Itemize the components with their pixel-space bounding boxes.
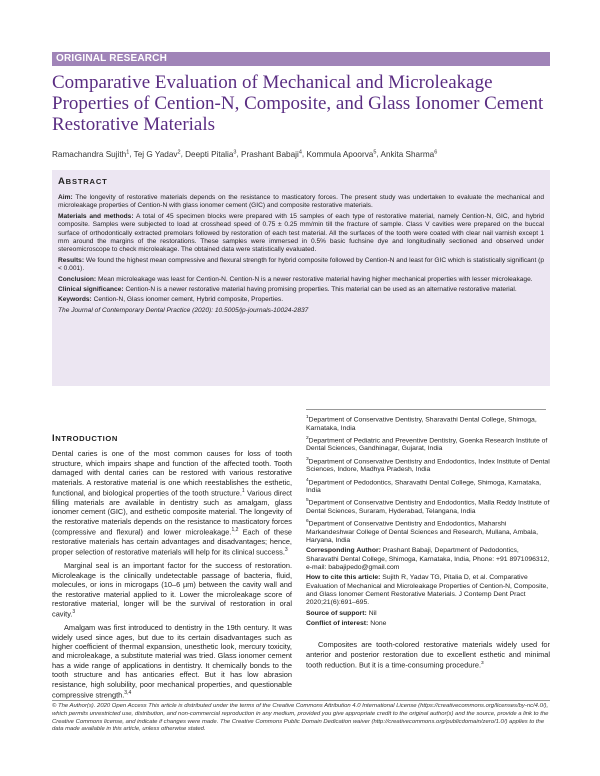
introduction-heading: INTRODUCTION <box>52 433 118 444</box>
author[interactable]: Prashant Babaji$^4$ <box>241 149 302 159</box>
abstract-heading: ABSTRACT <box>58 176 108 187</box>
license-footer: © The Author(s). 2020 Open Access This article is distributed under the terms of the Creative Commons Attribution 4.0 International License (https://creativecommons.org/licenses/by-nc/4.0/), which permits unrestricted use, distribution, and non-commercial reproduction in any medium, provided you give appropriate credit to the original author(s) and the source, provide a link to the Creative Commons license, and indicate if changes were made. The Creative Commons Public Domain Dedication waiver (http://creativecommons.org/publicdomain/zero/1.0/) applies to the data made available in this article, unless otherwise stated. <box>52 703 549 733</box>
author[interactable]: Ankita Sharma$^6$ <box>380 149 438 159</box>
introduction-column <box>52 434 292 704</box>
section-banner <box>52 52 550 66</box>
section-label: ORIGINAL RESEARCH <box>56 53 168 64</box>
affiliations-divider <box>306 409 546 410</box>
abstract-aim: Aim: The longevity of restorative materials depends on the resistance to masticatory forces. The present study was undertaken to evaluate the mechanical and microleakage properties of Cention-N with glass ionomer cement (GIC) and composite restorative materials. <box>58 194 544 210</box>
author[interactable]: Deepti Pitalia$^3$ <box>185 149 237 159</box>
corresponding-author[interactable]: Corresponding Author: Prashant Babaji, Department of Pedodontics, Sharavathi Dental College, Shimoga, Karnataka, India, Phone: +91 8971096312, e-mail: babajipedo@gmail.com <box>306 547 550 572</box>
abstract-body <box>58 194 544 317</box>
how-to-cite: How to cite this article: Sujith R, Yadav TG, Pitalia D, et al. Comparative Evaluation of Mechanical and Microleakage Properties of Cention-N, Composite, and Glass Ionomer Cement Restorative Materials. J Contemp Dent Pract 2020;21(6):691–695. <box>306 574 549 607</box>
author[interactable]: Kommula Apoorva$^5$ <box>306 149 377 159</box>
abstract-keywords: Keywords: Cention-N, Glass ionomer cement, Hybrid composite, Properties. <box>58 296 284 304</box>
affiliation: $^6$Department of Conservative Dentistry and Endodontics, Maharshi Markandeshwar College of Dental Sciences and Research, Mullana, Ambala, Haryana, India <box>306 519 538 545</box>
intro-paragraph: Marginal seal is an important factor for the success of restoration. Microleakage is the clinically undetectable passage of bacteria, fluid, molecules, or ions in microgaps (10–6 µm) between the cavity wall and the restorative material applied to it. Lower the microleakage score of restorative material, longer will be the survival of restoration in oral cavity.$^3$ <box>52 561 292 619</box>
author[interactable]: Ramachandra Sujith$^1$ <box>52 149 130 159</box>
abstract-conclusion: Conclusion: Mean microleakage was least for Cention-N. Cention-N is a newer restorative material having higher mechanical properties with lesser microleakage. <box>58 275 533 283</box>
article-title: Comparative Evaluation of Mechanical and Microleakage Properties of Cention-N, Composite, and Glass Ionomer Cement Restorative Materials <box>52 72 544 135</box>
affiliation: $^2$Department of Pediatric and Preventive Dentistry, Goenka Research Institute of Dental Sciences, Gandhinagar, Gujarat, India <box>306 435 548 453</box>
body-paragraph: Composites are tooth-colored restorative materials widely used for anterior and posterior restoration due to excellent esthetic and minimal tooth reduction. But it is a time-consuming procedure.$^3$ <box>306 640 550 670</box>
affiliation: $^3$Department of Conservative Dentistry and Endodontics, Index Institute of Dental Sciences, Indore, Madhya Pradesh, India <box>306 456 550 474</box>
affiliation: $^1$Department of Conservative Dentistry, Sharavathi Dental College, Shimoga, Karnataka, India <box>306 415 537 432</box>
footer-divider <box>52 700 550 701</box>
journal-citation[interactable]: The Journal of Contemporary Dental Practice (2020): 10.5005/jp-journals-10024-2837 <box>58 306 309 314</box>
abstract-clinical-significance: Clinical significance: Cention-N is a newer restorative material having promising properties. This material can be used as an alternative restorative material. <box>58 286 517 294</box>
abstract-box <box>52 170 550 386</box>
author-list: Ramachandra Sujith$^1$, Tej G Yadav$^2$, Deepti Pitalia$^3$, Prashant Babaji$^4$, Kommula Apoorva$^5$, Ankita Sharma$^6$ <box>52 149 438 159</box>
affiliation: $^5$Department of Conservative Dentistry and Endodontics, Malla Reddy Institute of Dental Sciences, Suraram, Hyderabad, Telangana, India <box>306 498 550 515</box>
intro-paragraph: Dental caries is one of the most common causes for loss of tooth structure, which impairs shape and function of the affected tooth. Tooth damaged with dental caries can be restored with various restorative materials. A restorative material is one which reestablishes the esthetic, functional, and biological properties of the tooth structure.$^1$ Various direct filling materials are available in dentistry such as amalgam, glass ionomer cement (GIC), and esthetic composite material. The longevity of the restorative materials depends on the resistance to masticatory forces (compressive and flexural) and lower microleakage.$^{1,2}$ Each of these restorative materials has certain advantages and disadvantages; hence, proper selection of restorative materials will help for its clinical success.$^3$ <box>52 449 293 557</box>
affiliations-column <box>306 409 550 670</box>
affiliation: $^4$Department of Pedodontics, Sharavathi Dental College, Shimoga, Karnataka, India <box>306 477 542 495</box>
author[interactable]: Tej G Yadav$^2$ <box>133 149 181 159</box>
source-of-support: Source of support: Nil <box>306 609 377 617</box>
intro-paragraph: Amalgam was first introduced to dentistry in the 19th century. It was widely used since ages, but due to its certain disadvantages such as higher coefficient of thermal expansion, unesthetic look, mercury toxicity, and microleakage, a substitute material was tried. Glass ionomer cement has a wide range of applications in dentistry. It chemically bonds to the tooth structure and has anticaries effect. But it has low abrasion resistance, high solubility, poor mechanical properties, and questionable compressive strength.$^{3,4}$ <box>52 623 292 700</box>
conflict-of-interest: Conflict of interest: None <box>306 619 387 627</box>
abstract-results: Results: We found the highest mean compressive and flexural strength for hybrid composite followed by Cention-N and least for GIC which is statistically significant (p < 0.001). <box>58 256 544 273</box>
abstract-methods: Materials and methods: A total of 45 specimen blocks were prepared with 15 samples of each type of restorative material, namely Cention-N, GIC, and hybrid composite. Samples were subjected to load at crosshead speed of 0.75 ± 0.25 mm/min till the fracture of sample. Class V cavities were prepared on the buccal surface of orthodontically extracted premolars followed by restoration of each test material. All the surfaces of the tooth were coated with clear nail varnish except 1 mm around the margins of the restorations. These samples were immersed in 0.5% basic fuchsine dye and longitudinally sectioned and observed under stereomicroscope to check microleakage. The obtained data were statistically evaluated. <box>58 212 544 254</box>
